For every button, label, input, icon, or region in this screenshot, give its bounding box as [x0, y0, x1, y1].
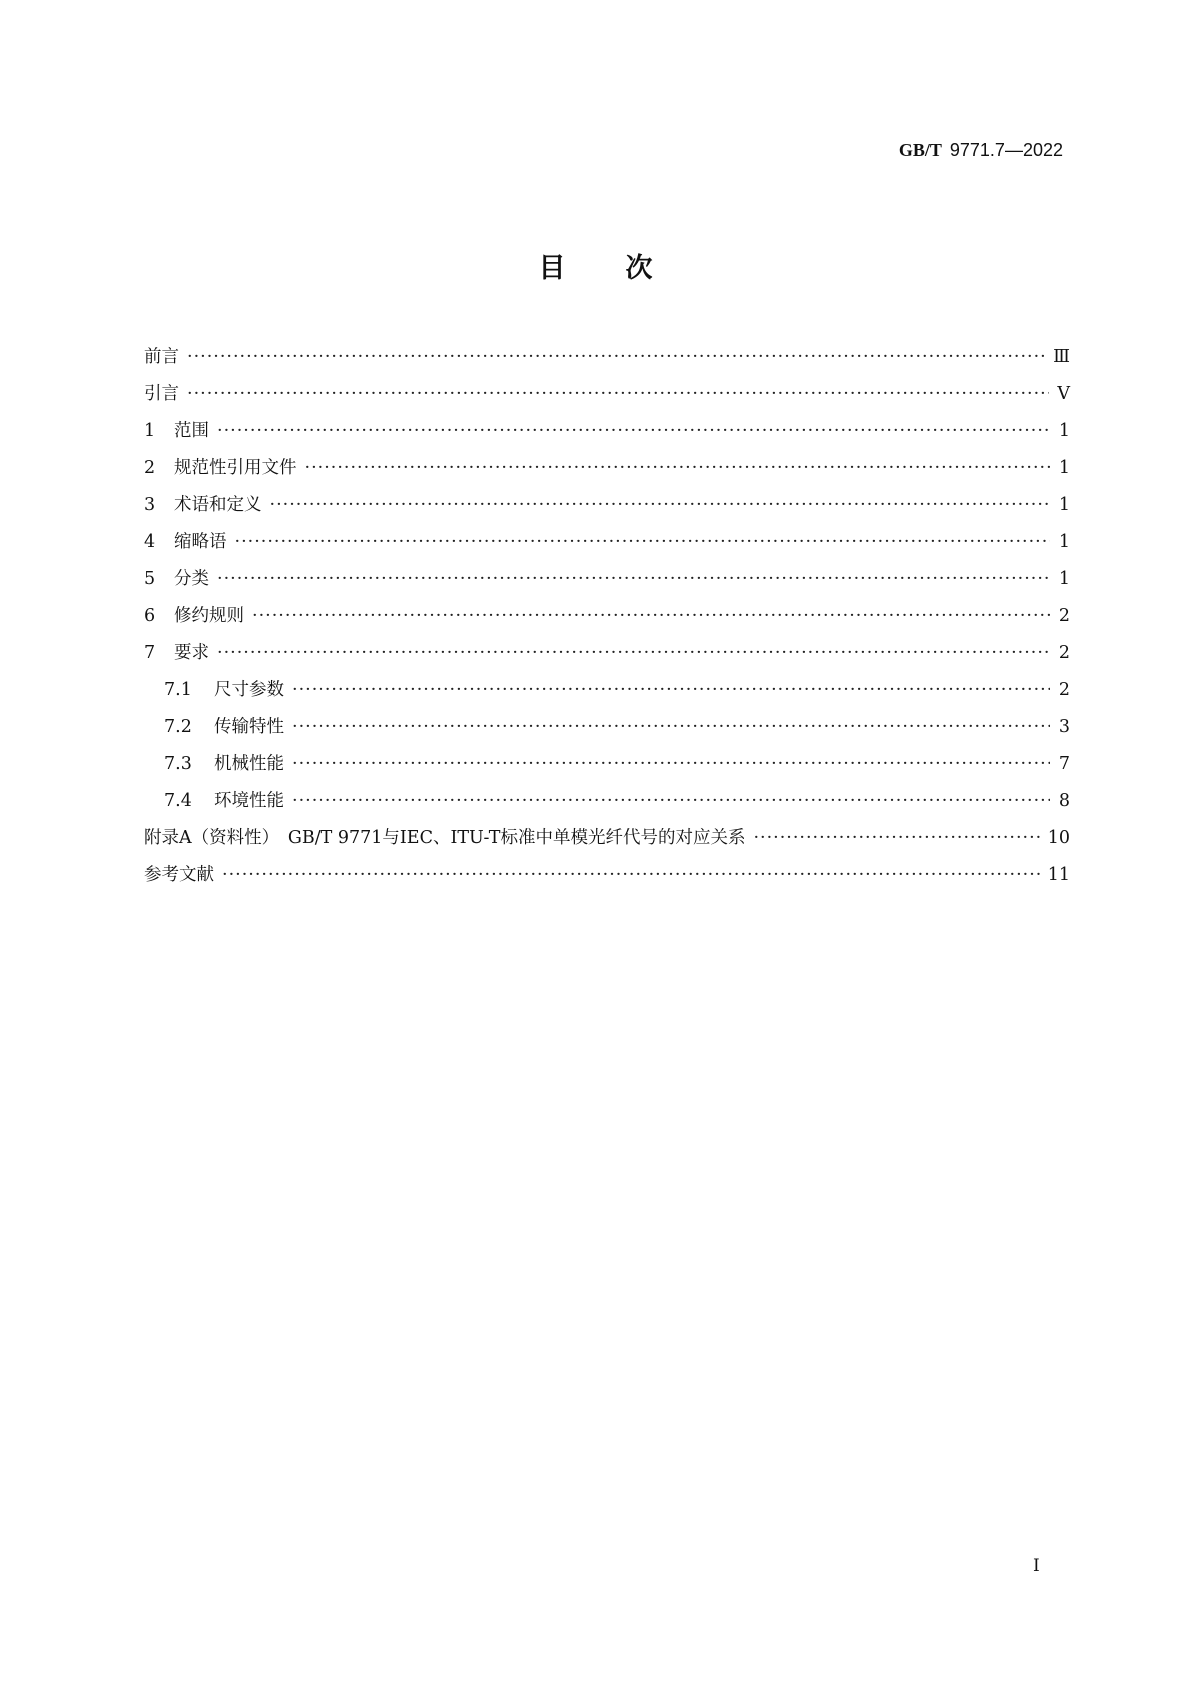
- toc-page: 2: [1058, 680, 1070, 700]
- toc-label: 前言: [144, 347, 179, 367]
- standard-number: 9771.7—2022: [949, 140, 1063, 160]
- toc-label: 分类: [174, 569, 209, 589]
- toc-label: 参考文献: [144, 865, 214, 885]
- toc-entry[interactable]: [144, 713, 1070, 750]
- toc-label: 传输特性: [214, 717, 284, 737]
- toc-entry[interactable]: [144, 528, 1070, 565]
- toc-entry[interactable]: [144, 343, 1070, 380]
- toc-label: 术语和定义: [174, 495, 262, 515]
- toc-entry[interactable]: [144, 602, 1070, 639]
- toc-number: 7.1: [164, 680, 192, 700]
- toc-page: 2: [1058, 606, 1070, 626]
- toc-entry[interactable]: [144, 750, 1070, 787]
- toc-number: 1: [144, 421, 156, 441]
- toc-page: 1: [1058, 421, 1070, 441]
- dot-leader: [235, 532, 1051, 552]
- toc-page: 10: [1047, 828, 1070, 848]
- toc-number: 3: [144, 495, 156, 515]
- page-number: Ⅰ: [1033, 1556, 1040, 1576]
- toc-number: 5: [144, 569, 156, 589]
- dot-leader: [252, 606, 1050, 626]
- toc-page: 1: [1058, 458, 1070, 478]
- toc-label: 机械性能: [214, 754, 284, 774]
- toc-page: Ⅲ: [1053, 347, 1070, 367]
- dot-leader: [217, 421, 1050, 441]
- dot-leader: [292, 791, 1050, 811]
- title-char: 次: [625, 253, 653, 284]
- toc-page: 1: [1058, 569, 1070, 589]
- toc-label: 规范性引用文件: [174, 458, 297, 478]
- toc-entry[interactable]: [144, 824, 1070, 861]
- toc-entry[interactable]: [144, 676, 1070, 713]
- toc-number: 7: [144, 643, 156, 663]
- toc-entry[interactable]: [144, 787, 1070, 824]
- toc-page: 1: [1058, 532, 1070, 552]
- toc-label: 引言: [144, 384, 179, 404]
- toc-page: 7: [1058, 754, 1070, 774]
- toc-entry[interactable]: [144, 491, 1070, 528]
- dot-leader: [217, 569, 1050, 589]
- standard-prefix: GB/T: [898, 140, 942, 160]
- table-of-contents: [144, 343, 1070, 898]
- dot-leader: [187, 347, 1045, 367]
- toc-label: 环境性能: [214, 791, 284, 811]
- toc-number: 4: [144, 532, 156, 552]
- dot-leader: [753, 828, 1039, 848]
- title-char: 目: [538, 253, 566, 284]
- toc-page: Ⅴ: [1057, 384, 1070, 404]
- toc-page: 11: [1047, 865, 1070, 885]
- dot-leader: [270, 495, 1051, 515]
- standard-header: [899, 140, 1063, 161]
- dot-leader: [305, 458, 1051, 478]
- toc-number: 2: [144, 458, 156, 478]
- toc-label: 尺寸参数: [214, 680, 284, 700]
- dot-leader: [292, 717, 1050, 737]
- dot-leader: [222, 865, 1040, 885]
- toc-label: 范围: [174, 421, 209, 441]
- page-title: [0, 246, 1191, 285]
- toc-entry[interactable]: [144, 417, 1070, 454]
- toc-number: 7.3: [164, 754, 192, 774]
- toc-number: 7.4: [164, 791, 192, 811]
- toc-label: 要求: [174, 643, 209, 663]
- dot-leader: [292, 754, 1050, 774]
- toc-label: 修约规则: [174, 606, 244, 626]
- toc-label: 缩略语: [174, 532, 227, 552]
- toc-entry[interactable]: [144, 454, 1070, 491]
- toc-page: 8: [1058, 791, 1070, 811]
- toc-number: 6: [144, 606, 156, 626]
- dot-leader: [187, 384, 1049, 404]
- toc-number: 7.2: [164, 717, 192, 737]
- toc-page: 2: [1058, 643, 1070, 663]
- toc-page: 3: [1058, 717, 1070, 737]
- toc-entry[interactable]: [144, 639, 1070, 676]
- dot-leader: [292, 680, 1050, 700]
- dot-leader: [217, 643, 1050, 663]
- toc-label: 附录A（资料性） GB/T 9771与IEC、ITU-T标准中单模光纤代号的对应关系: [144, 828, 746, 848]
- toc-entry[interactable]: [144, 565, 1070, 602]
- toc-entry[interactable]: [144, 380, 1070, 417]
- toc-entry[interactable]: [144, 861, 1070, 898]
- toc-page: 1: [1058, 495, 1070, 515]
